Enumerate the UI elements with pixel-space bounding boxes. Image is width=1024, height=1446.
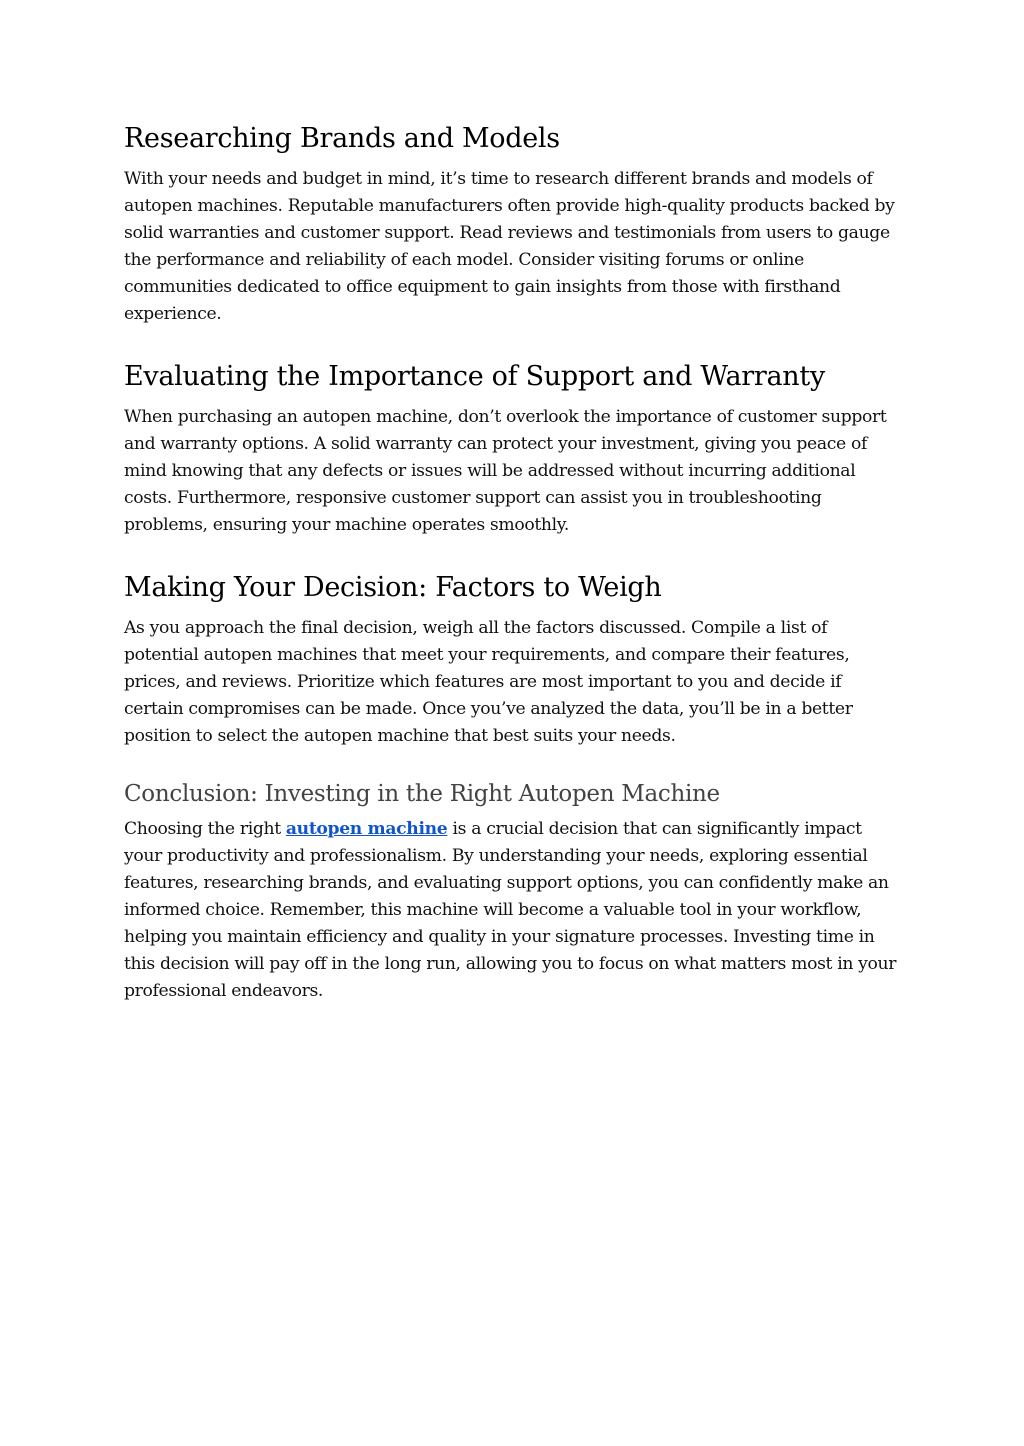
- section-support-warranty: [124, 356, 904, 539]
- conclusion-text-before-link: Choosing the right: [124, 819, 286, 839]
- conclusion-paragraph: [124, 816, 904, 1005]
- document-page: [124, 118, 904, 1005]
- conclusion-text-after-link: is a crucial decision that can significantly impact your productivity and professionalism. By understanding your needs, exploring essential features, researching brands, and evaluating support options, you can confidently make an informed choice. Remember, this machine will become a valuable tool in your workflow, helping you maintain efficiency and quality in your signature processes. Investing time in this decision will pay off in the long run, allowing you to focus on what matters most in your professional endeavors.: [124, 819, 897, 1001]
- section-heading: Researching Brands and Models: [124, 123, 560, 154]
- section-paragraph: As you approach the final decision, weigh all the factors discussed. Compile a list of potential autopen machines that meet your requirements, and compare their features, prices, and reviews. Prioritize which features are most important to you and decide if certain compromises can be made. Once you’ve analyzed the data, you’ll be in a better position to select the autopen machine that best suits your needs.: [124, 618, 853, 746]
- conclusion-heading: Conclusion: Investing in the Right Autopen Machine: [124, 781, 720, 807]
- section-heading: Making Your Decision: Factors to Weigh: [124, 572, 662, 603]
- autopen-machine-link[interactable]: autopen machine: [285, 819, 448, 839]
- section-heading: Evaluating the Importance of Support and Warranty: [124, 361, 825, 392]
- section-paragraph: When purchasing an autopen machine, don’t overlook the importance of customer support and warranty options. A solid warranty can protect your investment, giving you peace of mind knowing that any defects or issues will be addressed without incurring additional costs. Furthermore, responsive customer support can assist you in troubleshooting problems, ensuring your machine operates smoothly.: [124, 407, 887, 535]
- section-researching-brands: [124, 118, 904, 328]
- section-conclusion: [124, 778, 904, 1005]
- section-making-decision: [124, 567, 904, 750]
- section-paragraph: With your needs and budget in mind, it’s time to research different brands and models of autopen machines. Reputable manufacturers often provide high-quality products backed by solid warranties and customer support. Read reviews and testimonials from users to gauge the performance and reliability of each model. Consider visiting forums or online communities dedicated to office equipment to gain insights from those with firsthand experience.: [124, 169, 895, 324]
